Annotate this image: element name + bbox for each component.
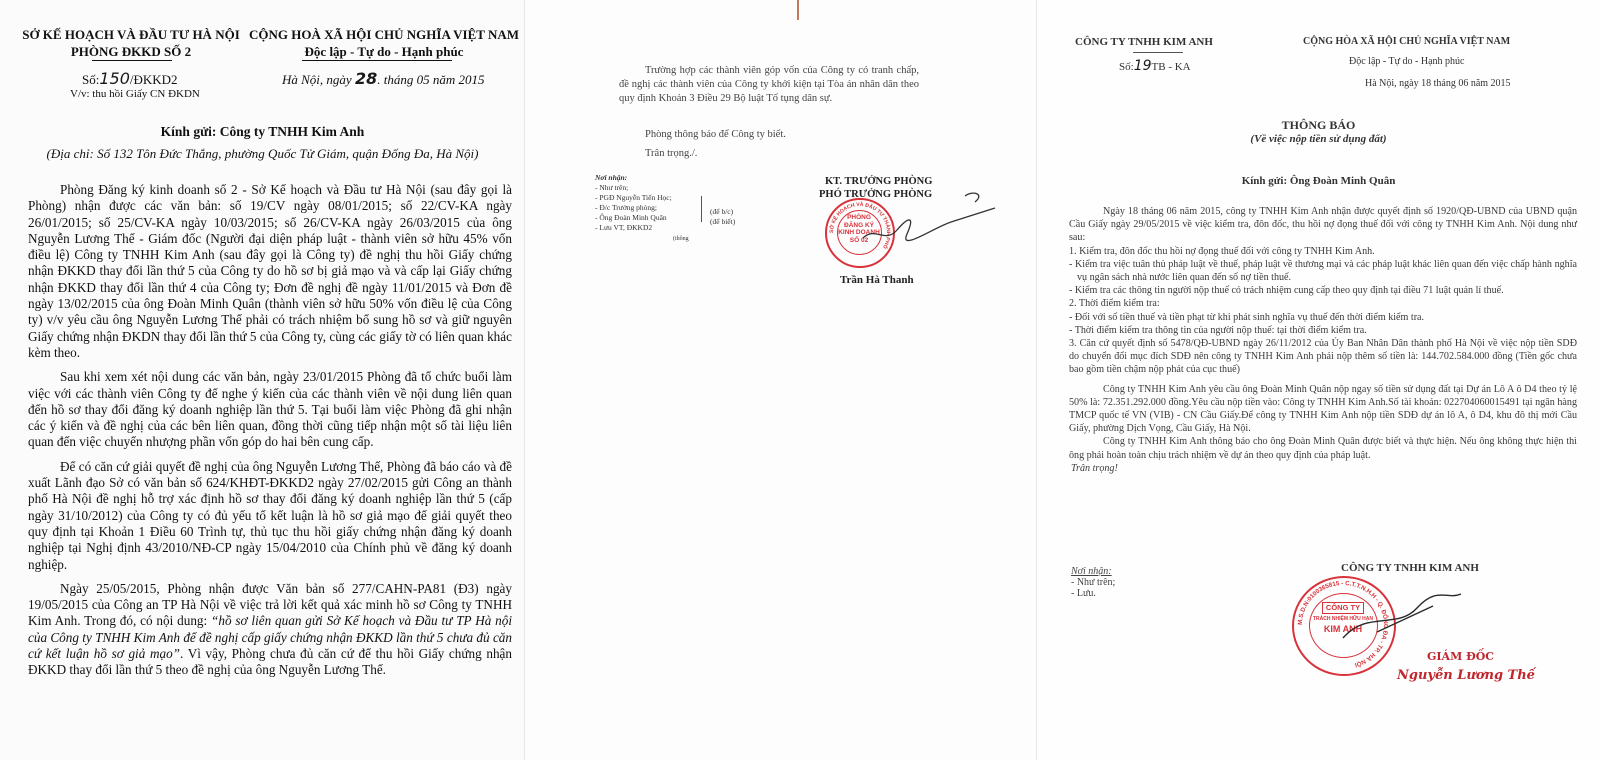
- signature-scribble: [1337, 590, 1467, 650]
- recipient-note: (để b/c): [710, 207, 734, 216]
- document-number: [82, 70, 178, 88]
- notice-payment-paragraph: Công ty TNHH Kim Anh yêu cầu ông Đoàn Minh Quân nộp ngay số tiền sử dụng đất tại Dự án Lô A ô D4 theo tỷ lệ 50% là: 72.351.292.000 đồng.Yêu cầu nộp tiền vào: Công ty TNHH Kim Anh.Số tài khoản: 022704060015491 tại ngân hàng TMCP quốc tế VN (VIB) - CN Cầu Giấy.Để công ty TNHH Kim Anh nộp tiền SDĐ dự án lô A, ô D4, khu đô thị mới Cầu Giấy, phường Dịch Vọng, Cầu Giấy, Hà Nội.: [1069, 383, 1577, 435]
- notice-recipient: Kính gửi: Ông Đoàn Minh Quân: [1241, 175, 1396, 187]
- date-suffix: . tháng 05 năm 2015: [377, 72, 485, 87]
- recipient-item: - Lưu VT, ĐKKD2: [595, 223, 653, 232]
- signer-title: GIÁM ĐỐC: [1427, 650, 1495, 663]
- recipient-item: - Đ/c Trưởng phòng;: [595, 203, 657, 212]
- stamp-center-line: ĐĂNG KÝ: [844, 221, 874, 229]
- number-prefix: Số:: [1119, 61, 1134, 73]
- notice-number: [1119, 58, 1191, 74]
- date-handwritten: 28: [354, 69, 378, 88]
- stamp-center-line: KIM ANH: [1323, 624, 1363, 634]
- document-official-letter: [0, 0, 525, 760]
- notice-closing: Trân trọng!: [1071, 462, 1118, 474]
- recipient-address: (Địa chỉ: Số 132 Tôn Đức Thắng, phường Quốc Tử Giám, quận Đống Đa, Hà Nội): [46, 146, 479, 161]
- stamp-center-line: CÔNG TY: [1322, 602, 1364, 614]
- agency-line-2: PHÒNG ĐKKD SỐ 2: [70, 44, 192, 59]
- body-paragraph-3: Để có căn cứ giải quyết đề nghị của ông Nguyễn Lương Thế, Phòng đã báo cáo và đề xuất Lãnh đạo Sở có văn bản số 624/KHĐT-ĐKKD2 ngày 27/02/2015 gửi Công an thành phố Hà Nội đề nghị hỗ trợ xác định hồ sơ thay đổi đăng ký doanh nghiệp lần thứ 5 (cấp ngày 31/10/2012) của Công ty có đủ yếu tố kết luận là hồ sơ giả mạo để giải quyết theo quy định tại Khoản 1 Điều 60 Trình tự, thủ tục thu hồi giấy chứng nhận đăng ký doanh nghiệp tại Nghị định 43/2010/NĐ-CP ngày 15/04/2010 của Chính phủ về đăng ký doanh nghiệp.: [28, 458, 512, 572]
- date-prefix: Hà Nội, ngày: [282, 72, 352, 87]
- stamp-ring-label: M.S.D.N:0100365815 - C.T.T.N.H.H - Q. ĐỐNG ĐA - TP. HÀ NỘI: [1296, 579, 1390, 669]
- agency-header: [22, 26, 240, 60]
- notice-intro: Ngày 18 tháng 06 năm 2015, công ty TNHH Kim Anh nhận được quyết định số 1920/QĐ-UBND của UBND quận Cầu Giấy ngày 29/05/2015 về việc kiểm tra, đôn đốc, thu hồi nợ đọng thuế đối với công ty TNHH Kim Anh. Nội dung như sau:: [1069, 206, 1577, 244]
- company-header: CÔNG TY TNHH KIM ANH: [1075, 36, 1213, 48]
- notice-subitem: - Kiểm tra các thông tin người nộp thuế có trách nhiệm cung cấp theo quy định tại điều 71 luật quản lí thuế.: [1069, 285, 1504, 297]
- notice-subitem: - Kiểm tra việc tuân thủ pháp luật về thuế, pháp luật về thương mại và các pháp luật khác liên quan đến việc chấp hành nghĩa vụ ngân sách nhà nước liên quan đến số nợ tiền thuế.: [1069, 258, 1577, 284]
- stamp-center-line: SỐ 02: [849, 236, 869, 244]
- recipient-item: - Ông Đoàn Minh Quân: [595, 213, 667, 222]
- notice-line: Phòng thông báo để Công ty biết.: [645, 129, 786, 140]
- stamp-center-line: PHÒNG: [847, 214, 871, 221]
- body-paragraph-2: Sau khi xem xét nội dung các văn bản, ngày 23/01/2015 Phòng đã tổ chức buổi làm việc với các thành viên Công ty để nghe ý kiến của các thành viên về nội dung liên quan đến hồ sơ thay đổi đăng ký doanh nghiệp lần thứ 5. Tại buổi làm việc Phòng đã ghi nhận các ý kiến và đề nghị của các bên liên quan, đồng thời cũng tiếp nhận một số tài liệu liên quan đến việc chuyển nhượng phần vốn góp do hai bên cung cấp.: [28, 369, 512, 450]
- recipients-title: Nơi nhận:: [1071, 566, 1112, 577]
- nation-motto: Độc lập - Tự do - Hạnh phúc: [1349, 56, 1465, 67]
- notice-item: 1. Kiểm tra, đôn đốc thu hồi nợ đọng thuế đối với công ty TNHH Kim Anh.: [1069, 245, 1375, 257]
- document-date: [282, 70, 484, 88]
- signer-company: CÔNG TY TNHH KIM ANH: [1341, 562, 1479, 574]
- subject: V/v: thu hồi Giấy CN ĐKDN: [70, 88, 200, 100]
- recipient-item: - PGĐ Nguyễn Tiến Học;: [595, 193, 672, 202]
- agency-underline: [92, 60, 172, 61]
- number-suffix: /ĐKKD2: [129, 72, 178, 87]
- notice-item: 2. Thời điểm kiểm tra:: [1069, 298, 1160, 310]
- nation-header: [248, 26, 520, 60]
- paragraph-4-quote: “hồ sơ liên quan gửi Sở Kế hoạch và Đầu tư TP Hà nội của Công ty TNHH Kim Anh để đề nghị cấp giấy chứng nhận ĐKKD lần thứ 5 chưa đủ căn cứ kết luận hồ sơ giả mạo”: [28, 613, 513, 662]
- body-paragraph-4: [28, 581, 512, 679]
- notice-subitem: - Thời điểm kiểm tra thông tin của người nộp thuế: tại thời điểm kiểm tra.: [1069, 324, 1367, 336]
- nation-underline: [302, 60, 452, 61]
- signature-scribble: [855, 186, 1005, 256]
- recipient-note: (để biết): [710, 217, 736, 226]
- document-letter-continuation: [525, 0, 1037, 760]
- number-handwritten: 150: [99, 69, 130, 88]
- closing-paragraph: Trường hợp các thành viên góp vốn của Công ty có tranh chấp, đề nghị các thành viên của Công ty khởi kiện tại Tòa án nhân dân theo quy định Khoản 3 Điều 29 Bộ luật Tố tụng dân sự.: [619, 65, 919, 104]
- number-suffix: TB - KA: [1151, 61, 1191, 73]
- notice-body: [1069, 205, 1577, 475]
- paragraph-4-text-b: . Vì vậy, Phòng chưa đủ căn cứ để thu hồi Giấy chứng nhận ĐKKD thay đổi lần thứ 5 theo đề nghị của ông Nguyễn Lương Thế.: [28, 646, 512, 678]
- signer-title-2: PHÓ TRƯỞNG PHÒNG: [819, 189, 933, 200]
- letter-body: [28, 182, 512, 687]
- signer-name: Nguyễn Lương Thế: [1397, 668, 1535, 683]
- recipient-note: (thông: [673, 236, 689, 242]
- recipient-item: - Lưu.: [1071, 588, 1096, 599]
- recipient-line: Kính gửi: Công ty TNHH Kim Anh: [160, 124, 365, 139]
- number-prefix: Số:: [82, 72, 100, 87]
- stamp-center-line: TRÁCH NHIỆM HỮU HẠN: [1313, 616, 1373, 622]
- recipient-item: - Như trên;: [595, 183, 629, 192]
- stamp-center-line: KINH DOANH: [838, 229, 880, 236]
- agency-line-1: SỞ KẾ HOẠCH VÀ ĐẦU TƯ HÀ NỘI: [22, 27, 240, 42]
- stamp-ring-label: SỞ KẾ HOẠCH VÀ ĐẦU TƯ THÀNH PHỐ: [828, 201, 892, 250]
- body-paragraph-1: Phòng Đăng ký kinh doanh số 2 - Sở Kế hoạch và Đầu tư Hà Nội (sau đây gọi là Phòng) nhận được các văn bản: số 19/CV ngày 08/01/2015; số 22/CV-KA ngày 26/01/2015; số 25/CV-KA ngày 10/03/2015; số 26/CV-KA ngày 26/03/2015 của ông Nguyễn Lương Thế - Giám đốc (Người đại diện pháp luật - thành viên sở hữu 45% vốn điều lệ) Công ty TNHH Kim Anh (sau đây gọi là Công ty) đề nghị thu hồi Giấy chứng nhận ĐKKD thay đổi lần thứ 5 của Công ty do hồ sơ bị giả mạo và và cấp lại Giấy chứng nhận ĐKKD thay đổi lần thứ 4 của Công ty; Đơn đề nghị đề ngày 11/01/2015 và Đơn đề ngày 13/02/2015 của ông Đoàn Minh Quân (thành viên sở hữu 50% vốn điều lệ của Công ty) v/v yêu cầu ông Nguyễn Lương Thế phải có trách nhiệm bổ sung hồ sơ và giữ nguyên Giấy chứng nhận ĐKDN thay đổi lần thứ 5 của Công ty, cùng các giấy tờ có liên quan khác kèm theo.: [28, 182, 512, 360]
- notice-warning-paragraph: Công ty TNHH Kim Anh thông báo cho ông Đoàn Minh Quân được biết và thực hiện. Nếu ông không thực hiện thì ông phải hoàn toàn chịu trách nhiệm về dự án theo quy định của pháp luật.: [1069, 436, 1577, 461]
- notice-recipients: [1071, 566, 1115, 599]
- regards-line: Trân trọng./.: [645, 148, 698, 159]
- nation-header: CỘNG HÒA XÃ HỘI CHỦ NGHĨA VIỆT NAM: [1303, 36, 1511, 47]
- signer-title-1: KT. TRƯỞNG PHÒNG: [825, 176, 933, 187]
- recipients-block: [595, 173, 672, 233]
- nation-line-2: Độc lập - Tự do - Hạnh phúc: [304, 44, 464, 59]
- notice-date: Hà Nội, ngày 18 tháng 06 năm 2015: [1365, 78, 1511, 89]
- recipients-title: Nơi nhận:: [595, 173, 628, 182]
- number-handwritten: 19: [1133, 58, 1152, 74]
- recipient-brace: [701, 196, 702, 222]
- nation-line-1: CỘNG HOÀ XÃ HỘI CHỦ NGHĨA VIỆT NAM: [248, 27, 520, 42]
- paragraph-4-text-a: Ngày 25/05/2015, Phòng nhận được Văn bản số 277/CAHN-PA81 (Đ3) ngày 19/05/2015 của Công an TP Hà Nội về việc trả lời kết quả xác minh hồ sơ Công ty TNHH Kim Anh. Trong đó, có nội dung:: [28, 580, 512, 629]
- company-underline: [1133, 52, 1183, 53]
- notice-subitem: - Đối với số tiền thuế và tiền phạt từ khi phát sinh nghĩa vụ thuế đến thời điểm kiểm tra.: [1069, 311, 1425, 323]
- page-mark: [797, 0, 799, 20]
- notice-subtitle: (Về việc nộp tiền sử dụng đất): [1250, 133, 1387, 145]
- notice-title: THÔNG BÁO: [1281, 118, 1356, 132]
- document-company-notice: [1037, 0, 1600, 760]
- notice-item: 3. Căn cứ quyết định số 5478/QĐ-UBND ngày 26/11/2012 của Ủy Ban Nhân Dân thành phố Hà Nội về việc nộp tiền SDĐ do chuyển đổi mục đích SDĐ nên công ty TNHH Kim Anh phải nộp thêm số tiền là: 144.702.584.000 đồng (Tiền gốc chưa bao gồm tiền chậm nộp phát của cục thuế): [1069, 338, 1577, 376]
- signer-name: Trần Hà Thanh: [840, 274, 914, 286]
- recipient-item: - Như trên;: [1071, 577, 1116, 588]
